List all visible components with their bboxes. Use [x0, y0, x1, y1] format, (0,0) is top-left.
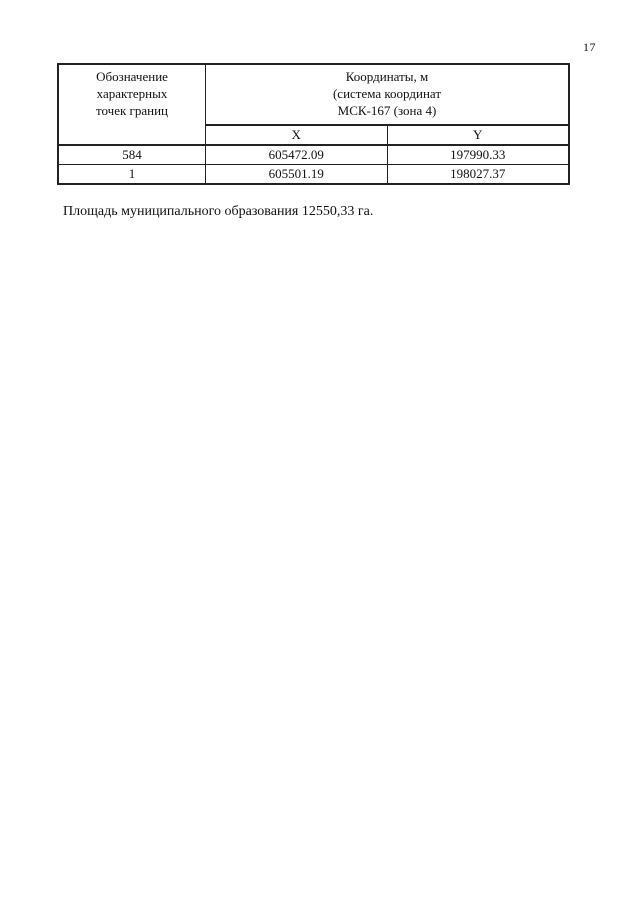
table-header-row: [59, 65, 569, 126]
point-designation-header: [59, 65, 206, 146]
x-cell: 605472.09: [206, 145, 388, 165]
coords-header-line: Координаты, м: [345, 69, 429, 84]
point-cell: 1: [59, 165, 206, 184]
municipal-area-text: Площадь муниципального образования 12550,33 га.: [63, 204, 374, 219]
point-header-line: точек границ: [95, 103, 169, 118]
coordinates-header: [206, 65, 569, 126]
page-number: 17: [583, 40, 596, 54]
x-cell: 605501.19: [206, 165, 388, 184]
point-cell: 584: [59, 145, 206, 165]
point-header-line: характерных: [96, 86, 168, 101]
coords-header-line: МСК-167 (зона 4): [337, 103, 437, 118]
x-column-header: X: [206, 125, 388, 145]
coords-header-line: (система координат: [332, 86, 442, 101]
table-row: [59, 145, 569, 165]
y-cell: 197990.33: [387, 145, 569, 165]
point-header-line: Обозначение: [96, 69, 168, 84]
y-cell: 198027.37: [387, 165, 569, 184]
coordinates-table: [58, 64, 569, 184]
table-row: [59, 165, 569, 184]
y-column-header: Y: [387, 125, 569, 145]
